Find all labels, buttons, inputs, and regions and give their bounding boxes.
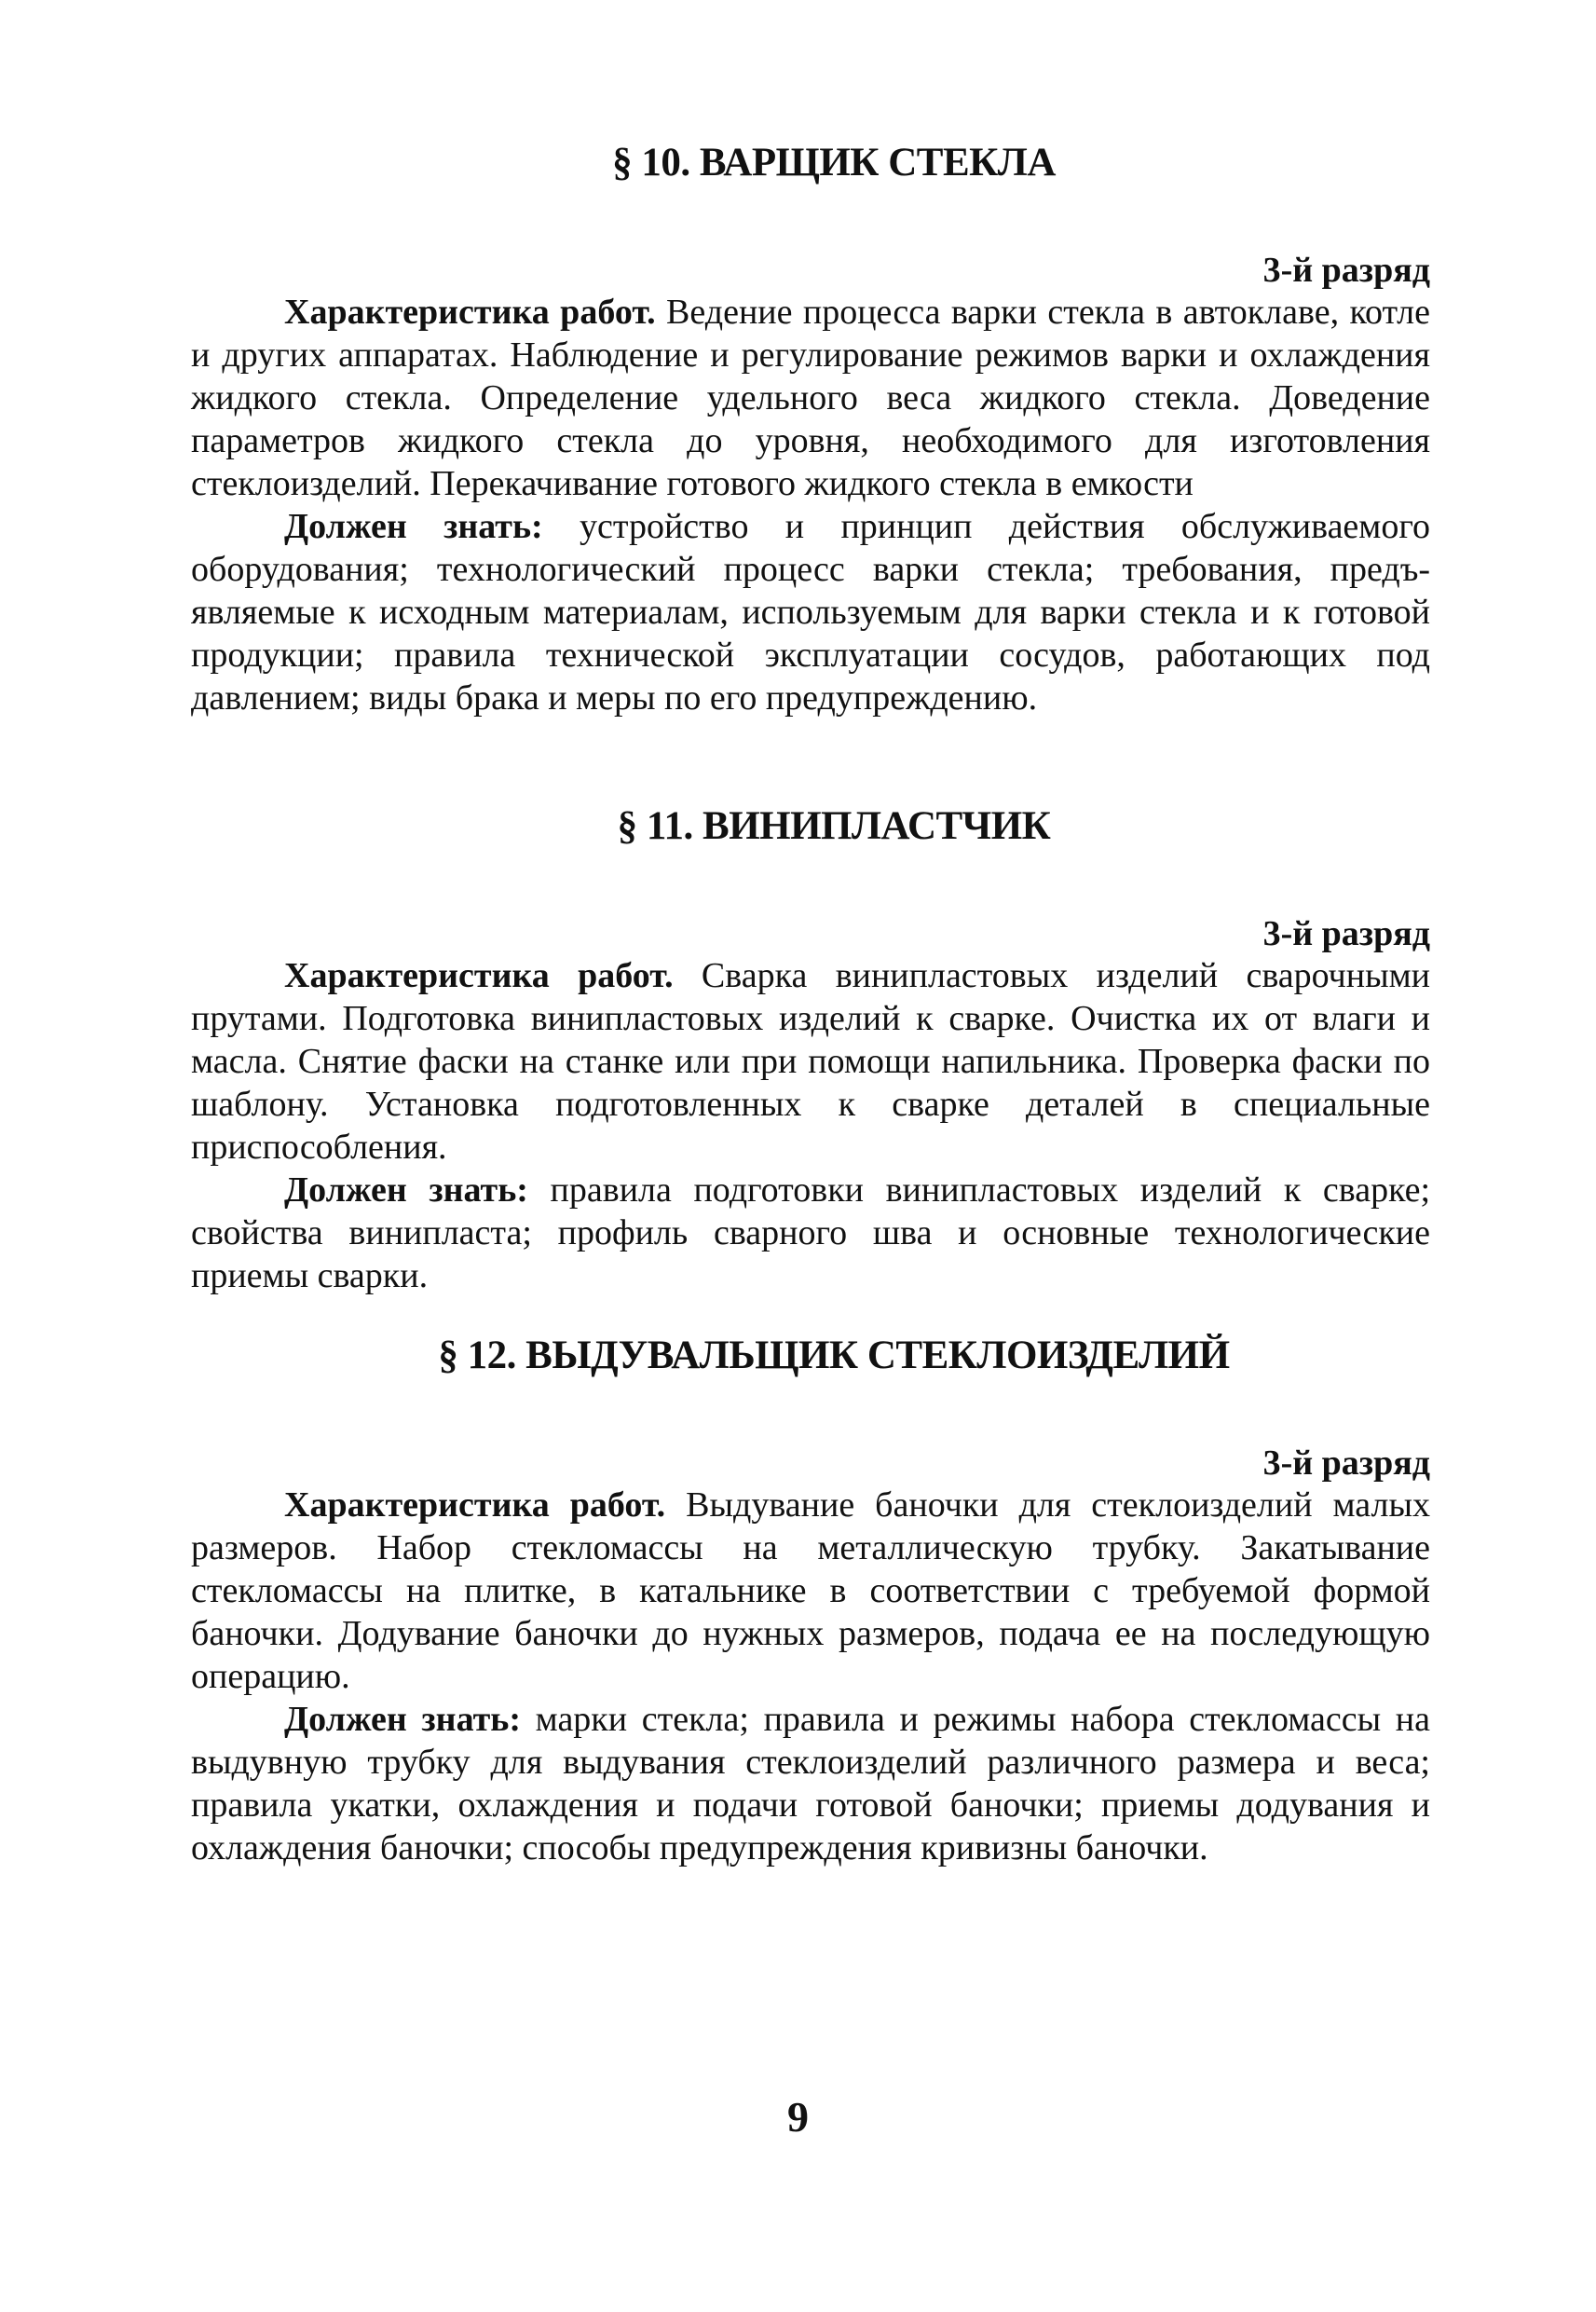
work-characteristics-label: Характеристика работ. (284, 293, 656, 332)
work-characteristics-text: Сварка винипластовых изделий сварочными прутами. Подготовка винипластовых изделий к сварке. Очистка их от влаги и масла. Снятие фаски на станке или при помощи напильника. Проверка фаски по шаблону. Установка подготовленных к сварке деталей в специальные приспособления. (191, 956, 1431, 1167)
section-title: § 10. ВАРЩИК СТЕКЛА (612, 141, 1056, 185)
work-characteristics-label: Характеристика работ. (284, 956, 674, 995)
required-knowledge-text: устройство и принцип действия обслуживаемого оборудования; технологический процесс варки стекла; требования, предъявляемые к исходным материалам, используемым для варки стекла и к готовой продукции; правила технической эксплуатации сосудов, работающих под давлением; виды брака и меры по его предупреждению. (191, 507, 1430, 718)
required-knowledge-paragraph (191, 505, 1430, 719)
required-knowledge-text: марки стекла; правила и режимы набора стекломассы на выдувную трубку для выдувания стеклоизделий различного размера и веса; правила укатки, охлаждения и подачи готовой баночки; приемы додувания и охлаждения баночки; способы предупреждения кривизны баночки. (191, 1700, 1430, 1867)
page-number: 9 (787, 2093, 809, 2141)
rank-label: 3-й разряд (1262, 1443, 1430, 1483)
section-10-glass-cooker (191, 138, 1430, 719)
section-title: § 11. ВИНИПЛАСТЧИК (617, 804, 1051, 848)
required-knowledge-text: правила подготовки винипластовых изделий к сварке; свойства винипласта; профиль сварного шва и основные технологические приемы сварки. (191, 1170, 1431, 1295)
section-11-vinyl-plastic-worker (191, 801, 1430, 1297)
work-characteristics-label: Характеристика работ. (284, 1485, 666, 1525)
work-characteristics-paragraph (191, 954, 1430, 1169)
required-knowledge-label: Должен знать: (284, 1700, 522, 1739)
work-characteristics-text: Выдувание баночки для стеклоизделий малых размеров. Набор стекломассы на металлическую трубку. Закатывание стекломассы на плитке, в катальнике в соответствии с требуемой формой баночки. Додувание баночки до нужных размеров, подача ее на последующую операцию. (191, 1485, 1431, 1696)
required-knowledge-paragraph (191, 1698, 1430, 1869)
work-characteristics-text: Ведение процесса варки стекла в автоклаве, котле и других аппаратах. Наблюдение и регулирование режимов варки и охлаждения жидкого стекла. Определение удельного веса жидкого стекла. Доведение параметров жидкого стекла до уровня, необходимого для изготовления стеклоизделий. Перекачивание готового жидкого стекла в емкости (191, 293, 1430, 503)
required-knowledge-paragraph (191, 1169, 1430, 1297)
rank-label: 3-й разряд (1262, 914, 1430, 953)
required-knowledge-label: Должен знать: (284, 507, 543, 546)
rank-label: 3-й разряд (1262, 251, 1430, 290)
required-knowledge-label: Должен знать: (284, 1170, 528, 1210)
work-characteristics-paragraph (191, 291, 1430, 505)
section-title: § 12. ВЫДУВАЛЬЩИК СТЕКЛОИЗДЕЛИЙ (438, 1334, 1230, 1377)
section-12-glassware-blower (191, 1331, 1430, 1869)
work-characteristics-paragraph (191, 1484, 1430, 1698)
